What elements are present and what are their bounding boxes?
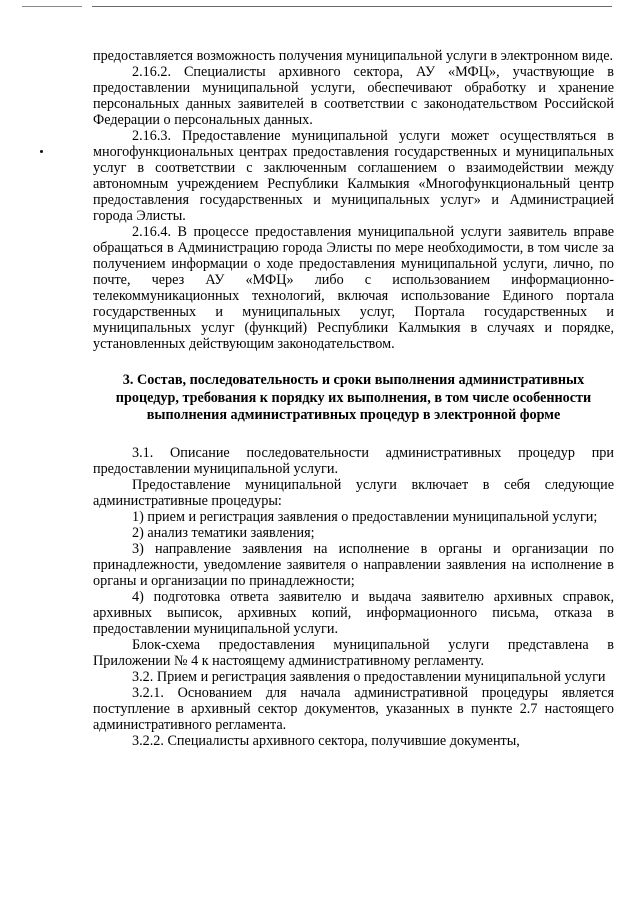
- list-item-2: 2) анализ тематики заявления;: [132, 524, 315, 541]
- paragraph-3-2: 3.2. Прием и регистрация заявления о предоставлении муниципальной услуги: [132, 668, 606, 685]
- list-item-3: 3) направление заявления на исполнение в органы и организации по принадлежности, уведомление заявителя о направлении заявления на исполнение в органы и организации по принадлежности;: [93, 540, 614, 589]
- scan-speck: [40, 150, 43, 153]
- paragraph: предоставляется возможность получения муниципальной услуги в электронном виде.: [93, 48, 614, 64]
- document-body: [93, 48, 614, 749]
- paragraph-3-2-1: 3.2.1. Основанием для начала административной процедуры является поступление в архивный сектор документов, указанных в пункте 2.7 настоящего административного регламента.: [93, 684, 614, 733]
- list-item-1: 1) прием и регистрация заявления о предоставлении муниципальной услуги;: [132, 508, 598, 525]
- paragraph-3-1: 3.1. Описание последовательности административных процедур при предоставлении муниципальной услуги.: [93, 444, 614, 477]
- section-3-heading: 3. Состав, последовательность и сроки выполнения административных процедур, требования к порядку их выполнения, в том числе особенности выполнения административных процедур в электронной форме: [115, 372, 592, 423]
- paragraph-3-2-2: 3.2.2. Специалисты архивного сектора, получившие документы,: [132, 732, 520, 749]
- scan-edge-line-left: [22, 6, 82, 7]
- paragraph-2-16-3: 2.16.3. Предоставление муниципальной услуги может осуществляться в многофункциональных центрах предоставления государственных и муниципальных услуг в соответствии с заключенным соглашением о взаимодействии между автономным учреждением Республики Калмыкия «Многофункциональный центр предоставления государственных и муниципальных услуг» и Администрацией города Элисты.: [93, 128, 614, 224]
- paragraph-2-16-4: 2.16.4. В процессе предоставления муниципальной услуги заявитель вправе обращаться в Администрацию города Элисты по мере необходимости, в том числе за получением информации о ходе предоставления муниципальной услуги, лично, по почте, через АУ «МФЦ» либо с использованием информационно-телекоммуникационных технологий, включая использование Единого портала государственных и муниципальных услуг, Портала государственных и муниципальных услуг (функций) Республики Калмыкия в случаях и порядке, установленных действующим законодательством.: [93, 224, 614, 352]
- paragraph: Предоставление муниципальной услуги включает в себя следующие административные процедуры:: [93, 476, 614, 509]
- paragraph: Блок-схема предоставления муниципальной услуги представлена в Приложении № 4 к настоящему административному регламенту.: [93, 636, 614, 669]
- list-item-4: 4) подготовка ответа заявителю и выдача заявителю архивных справок, архивных выписок, архивных копий, информационного письма, отказа в предоставлении муниципальной услуги.: [93, 588, 614, 637]
- paragraph-2-16-2: 2.16.2. Специалисты архивного сектора, АУ «МФЦ», участвующие в предоставлении муниципальной услуги, обеспечивают обработку и хранение персональных данных заявителей в соответствии с законодательством Российской Федерации о персональных данных.: [93, 64, 614, 128]
- scan-edge-line: [92, 6, 612, 7]
